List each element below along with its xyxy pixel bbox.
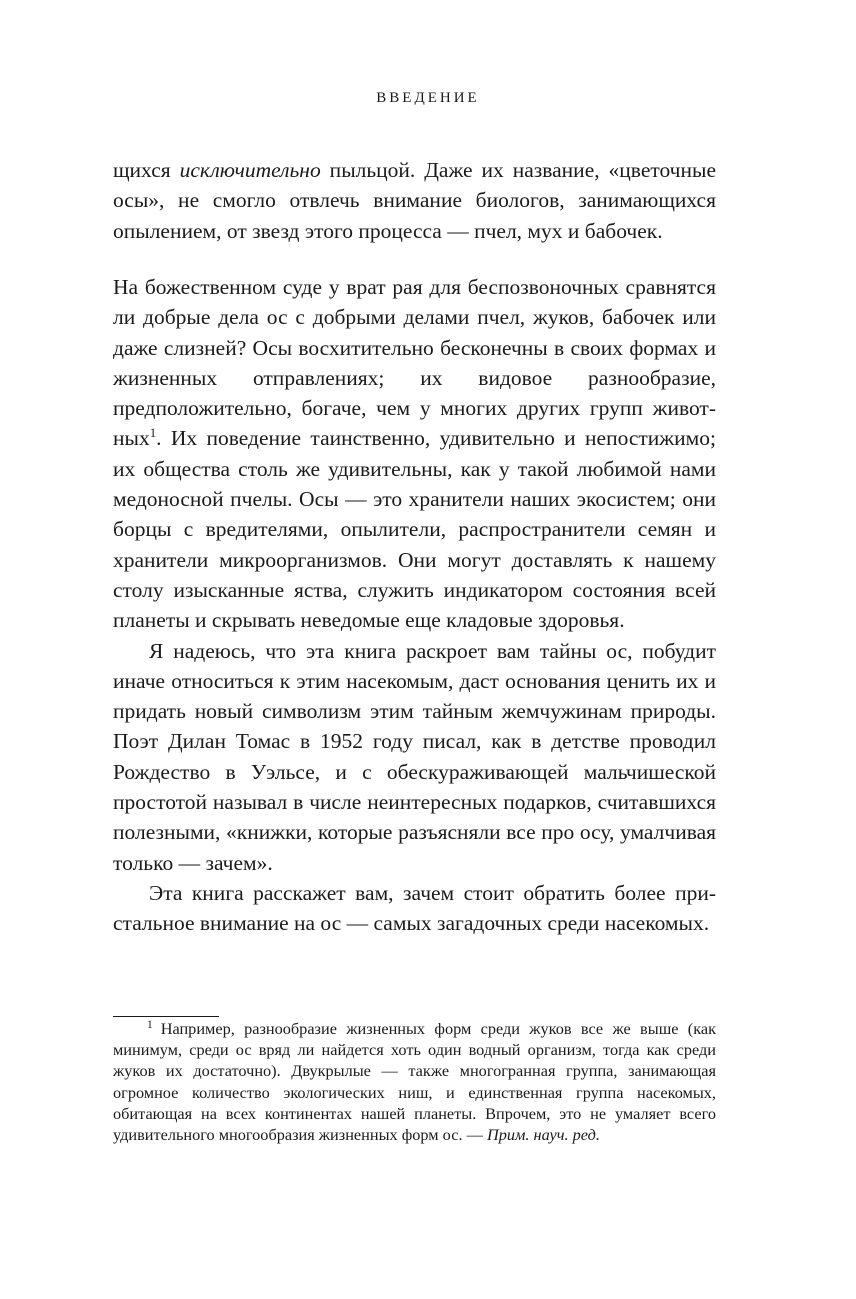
footnote-attribution: Прим. науч. ред. <box>486 1125 600 1145</box>
paragraph-text: пыльцой. Даже их название, «цветочные осы», не смогло отвлечь внимание биологов, занимающихся опылением, от звезд этого процесса — пчел, мух и бабочек. <box>113 158 716 243</box>
paragraph-text: . Их поведение таинственно, удивительно и непостижимо; их общества столь же удивительны, как у такой любимой нами медоносной пчелы. Осы — это хранители наших экосистем; они борцы с вредителями, опылители, распространители семян и хранители микроорганизмов. Они могут доставлять к нашему столу изысканные яства, служить индикатором состояния всей планеты и скрывать неведомые еще кладовые здоровья. <box>113 426 716 633</box>
footnote-number: 1 <box>147 1018 153 1031</box>
paragraph-text: щихся <box>113 158 180 182</box>
paragraph-wasps-diversity <box>113 272 716 636</box>
footnote-text: Например, разнообразие жизненных форм среди жуков все же выше (как минимум, среди ос вряд ли найдется хоть один водный организм, тогда как среди жуков их достаточно). Двукрылые — также многогранная группа, занимающая огромное количество экологических ниш, и единственная группа насекомых, обитающая на всех континентах нашей планеты. Впрочем, это не умаляет всего удивительного многообразия жизненных форм ос. — <box>113 1019 716 1145</box>
emphasis-text: исключительно <box>179 158 321 182</box>
footnote-divider <box>113 1016 219 1017</box>
footnote-reference[interactable]: 1 <box>149 426 157 441</box>
text-block-main <box>113 272 716 939</box>
paragraph-continuation <box>113 155 716 246</box>
paragraph-book-purpose: Эта книга расскажет вам, зачем стоит обратить более пристальное внимание на ос — самых загадочных среди насекомых. <box>113 880 716 936</box>
footnote <box>113 1018 716 1145</box>
paragraph-text: На божественном суде у врат рая для беспозвоночных сравнятся ли добрые дела ос с добрыми делами пчел, жуков, бабочек или даже слизней? Осы восхитительно бесконечны в своих формах и жизненных отправлениях; их видовое разнообразие, предположительно, богаче, чем у многих других групп животных <box>113 275 716 451</box>
text-block-continuation <box>113 155 716 246</box>
running-header: ВВЕДЕНИЕ <box>376 90 480 106</box>
paragraph-book-hope: Я надеюсь, что эта книга раскроет вам тайны ос, побудит иначе относиться к этим насекомым, даст основания ценить их и придать новый символизм этим тайным жемчужинам природы. Поэт Дилан Томас в 1952 году писал, как в детстве проводил Рождество в Уэльсе, и с обескураживающей мальчишеской простотой называл в числе неинтересных подарков, считавшихся полезными, «книжки, которые разъясняли все про осу, умалчивая только — зачем». <box>113 638 716 875</box>
